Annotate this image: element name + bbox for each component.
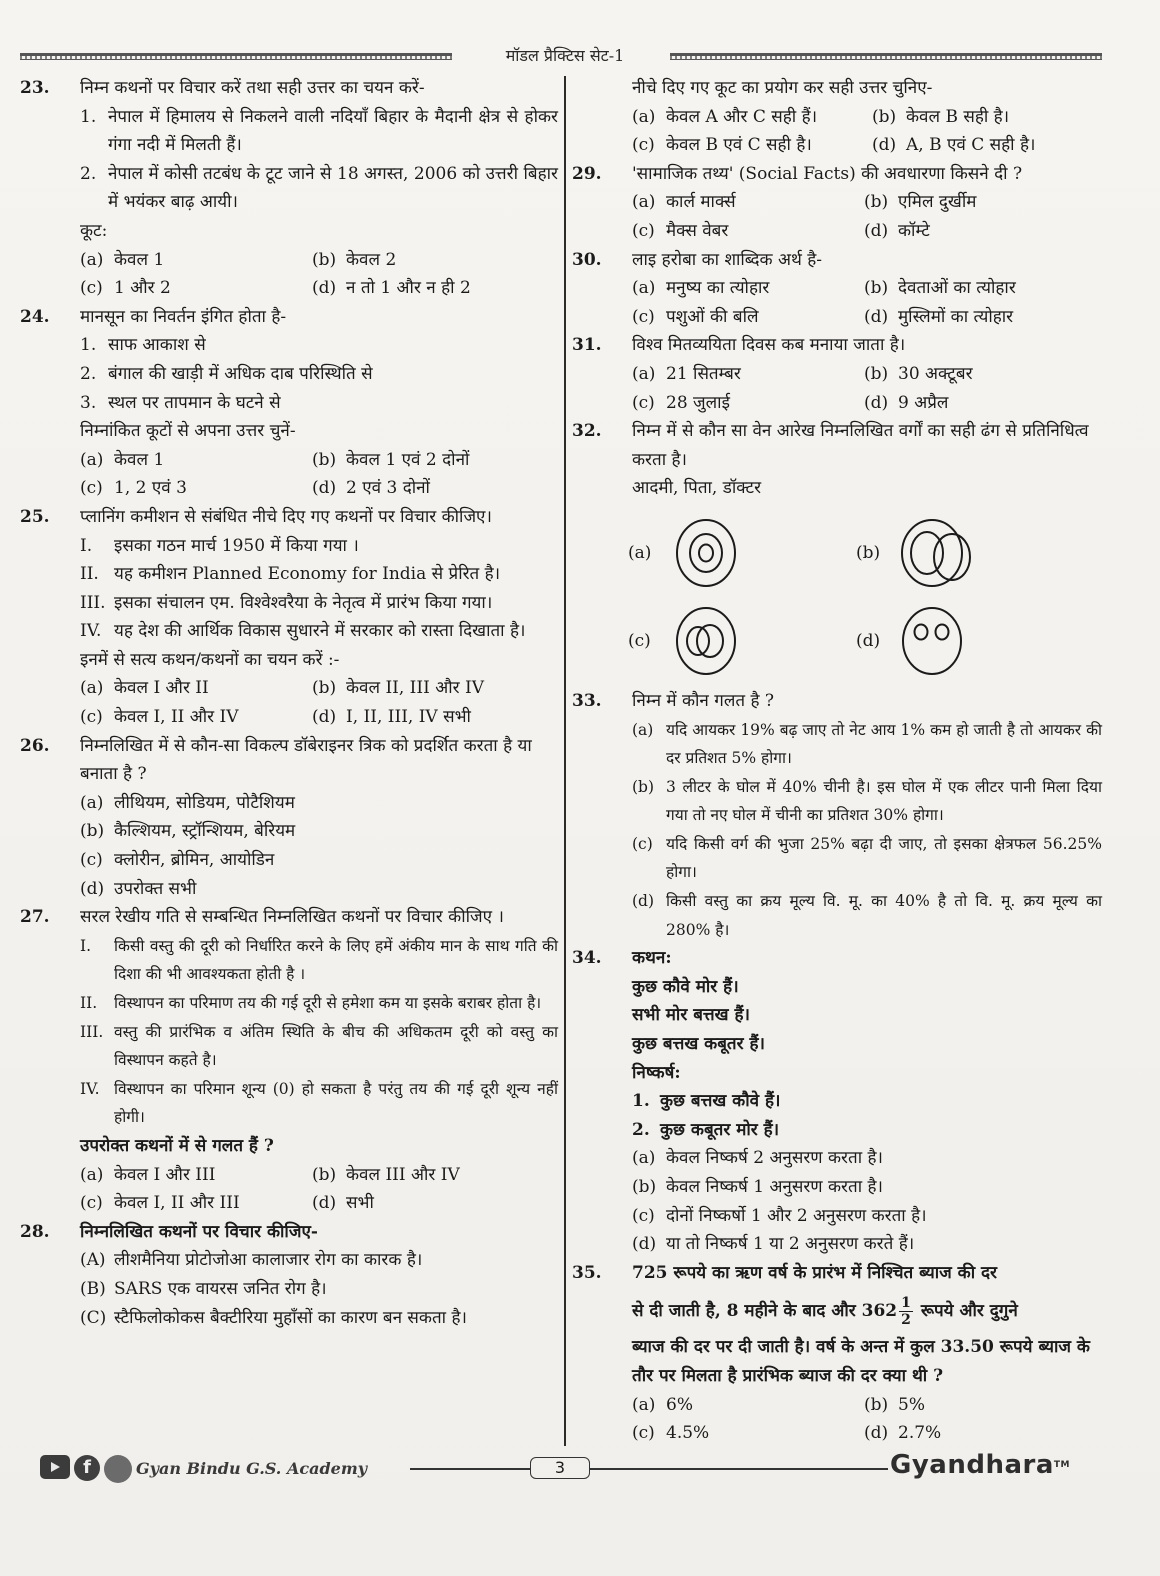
page-header [20, 44, 1102, 70]
question-30 [572, 246, 1102, 332]
venn-classes: आदमी, पिता, डॉक्टर [632, 478, 762, 499]
academy-name: Gyan Bindu G.S. Academy [136, 1459, 368, 1478]
code-label: कूट: [80, 220, 108, 241]
facebook-icon[interactable]: f [74, 1455, 100, 1481]
conclusion: 1. कुछ बत्तख कौवे हैं। [632, 1091, 781, 1112]
question-35 [572, 1259, 1102, 1448]
option-a[interactable]: (a) केवल A और C सही हैं। [632, 106, 818, 127]
venn-overlap-inside-circle-icon [664, 597, 754, 685]
code-label: निम्नांकित कूटों से अपना उत्तर चुनें- [80, 421, 296, 442]
option-c[interactable]: (c) केवल I, II और III [80, 1193, 240, 1214]
question-prompt: विश्व मितव्ययिता दिवस कब मनाया जाता है। [632, 335, 906, 356]
question-number: 30. [572, 249, 602, 270]
question-prompt: निम्न कथनों पर विचार करें तथा सही उत्तर का चयन करें- [80, 78, 425, 98]
option-c[interactable]: (c) यदि किसी वर्ग की भुजा 25% बढ़ा दी जाए, तो इसका क्षेत्रफल 56.25% होगा। [632, 834, 1102, 882]
option-c[interactable]: (c) मैक्स वेबर [632, 220, 729, 241]
header-rule-right [670, 53, 1102, 60]
question-prompt: निम्नलिखित कथनों पर विचार कीजिए- [80, 1221, 318, 1242]
option-d[interactable]: (d) या तो निष्कर्ष 1 या 2 अनुसरण करते हैं। [632, 1234, 915, 1255]
question-number: 27. [20, 907, 50, 928]
youtube-icon[interactable] [40, 1455, 70, 1479]
option-b[interactable]: (b) 5% [864, 1394, 925, 1415]
question-prompt-line3: ब्याज की दर पर दी जाती है। वर्ष के अन्त में कुल 33.50 रूपये ब्याज के तौर पर मिलता है प्रारंभिक ब्याज की दर क्या थी ? [632, 1337, 1090, 1386]
question-prompt: निम्नलिखित में से कौन-सा विकल्प डॉबेराइनर त्रिक को प्रदर्शित करता है या बनाता है ? [80, 735, 532, 785]
option-a[interactable]: (a) केवल निष्कर्ष 2 अनुसरण करता है। [632, 1148, 883, 1169]
option-a[interactable]: (a) कार्ल मार्क्स [632, 192, 736, 213]
question-34 [572, 944, 1102, 1259]
question-number: 34. [572, 948, 602, 969]
question-29 [572, 160, 1102, 246]
option-c[interactable]: (c) केवल I, II और IV [80, 707, 239, 728]
globe-icon[interactable] [104, 1455, 132, 1483]
column-divider [564, 76, 566, 1446]
statement: IV. यह देश की आर्थिक विकास सुधारने में सरकार को रास्ता दिखाता है। [80, 621, 526, 642]
statement: (C) स्टैफिलोकोकस बैक्टीरिया मुहाँसों का कारण बन सकता है। [80, 1307, 467, 1328]
option-a[interactable]: (a) केवल I और III [80, 1164, 216, 1185]
option-b[interactable]: (b) केवल निष्कर्ष 1 अनुसरण करता है। [632, 1177, 883, 1197]
option-b[interactable]: (b) 3 लीटर के घोल में 40% चीनी है। इस घोल में एक लीटर पानी मिला दिया गया तो नए घोल में चीनी का प्रतिशत 30% होगा। [632, 777, 1102, 825]
statement: कुछ कौवे मोर हैं। [632, 976, 739, 997]
question-number: 29. [572, 163, 602, 184]
question-28-continued [572, 74, 1102, 160]
brand-logo: Gyandhara™ [890, 1450, 1070, 1480]
question-prompt: सरल रेखीय गति से सम्बन्धित निम्नलिखित कथनों पर विचार कीजिए । [80, 907, 504, 928]
option-c[interactable]: (c) 4.5% [632, 1423, 710, 1444]
statement: 1. साफ आकाश से [80, 335, 206, 356]
header-rule-left [20, 53, 452, 60]
statement: कुछ बत्तख कबूतर हैं। [632, 1034, 765, 1055]
option-a[interactable]: (a) [628, 509, 856, 597]
option-b[interactable]: (b) केवल III और IV [312, 1164, 460, 1185]
option-d[interactable]: (d) I, II, III, IV सभी [312, 707, 471, 728]
question-32 [572, 417, 1102, 685]
question-31 [572, 331, 1102, 417]
options-grid [20, 674, 558, 731]
options-grid [572, 188, 1102, 245]
statement: II. विस्थापन का परिमाण तय की गई दूरी से हमेशा कम या इसके बराबर होता है। [80, 994, 542, 1012]
option-a[interactable]: (a) केवल I और II [80, 678, 209, 699]
option-a[interactable]: (a) लीथियम, सोडियम, पोटैशियम [80, 792, 295, 813]
question-prompt: निम्न में से कौन सा वेन आरेख निम्नलिखित वर्गों का सही ढंग से प्रतिनिधित्व करता है। [632, 421, 1089, 470]
option-d[interactable]: (d) किसी वस्तु का क्रय मूल्य वि. मू. का 40% है तो वि. मू. क्रय मूल्य का 280% है। [632, 892, 1102, 939]
question-number: 26. [20, 735, 50, 756]
question-25 [20, 503, 558, 732]
question-26 [20, 732, 558, 904]
question-number: 23. [20, 78, 50, 98]
option-a[interactable]: (a) केवल 1 [80, 249, 165, 270]
options-grid [20, 1161, 558, 1218]
statement: 2. नेपाल में कोसी तटबंध के टूट जाने से 18 अगस्त, 2006 को उत्तरी बिहार में भयंकर बाढ़ आयी। [80, 163, 558, 213]
option-d[interactable]: (d) 9 अप्रैल [864, 392, 949, 413]
statement: 1. नेपाल में हिमालय से निकलने वाली नदियाँ बिहार के मैदानी क्षेत्र से होकर गंगा नदी में मिलती हैं। [80, 106, 558, 156]
option-a[interactable]: (a) 6% [632, 1394, 693, 1415]
question-number: 28. [20, 1221, 50, 1242]
statement: सभी मोर बत्तख हैं। [632, 1005, 750, 1026]
footer-rule-left [410, 1468, 530, 1470]
option-a[interactable]: (a) 21 सितम्बर [632, 363, 741, 384]
question-prompt: मानसून का निवर्तन इंगित होता है- [80, 306, 287, 327]
statement: 2. बंगाल की खाड़ी में अधिक दाब परिस्थिति से [80, 363, 373, 384]
code-label: इनमें से सत्य कथन/कथनों का चयन करें :- [80, 649, 340, 670]
question-prompt: नीचे दिए गए कूट का प्रयोग कर सही उत्तर चुनिए- [632, 78, 933, 98]
option-b[interactable]: (b) कैल्शियम, स्ट्रॉन्शियम, बेरियम [80, 821, 296, 842]
fraction: $\frac{1}{2}$ [901, 1295, 911, 1329]
question-number: 31. [572, 335, 602, 356]
statement: II. यह कमीशन Planned Economy for India से प्रेरित है। [80, 564, 501, 585]
option-d[interactable]: (d) 2 एवं 3 दोनों [312, 478, 430, 499]
option-b[interactable]: (b) देवताओं का त्योहार [864, 278, 1016, 299]
option-c[interactable]: (c) दोनों निष्कर्षो 1 और 2 अनुसरण करता है। [632, 1205, 927, 1226]
options-grid [572, 1391, 1102, 1448]
page-title: मॉडल प्रैक्टिस सेट-1 [505, 46, 625, 65]
option-d[interactable]: (d) सभी [312, 1193, 374, 1214]
question-prompt-line1: 725 रूपये का ऋण वर्ष के प्रारंभ में निश्चित ब्याज की दर [632, 1262, 998, 1283]
option-b[interactable]: (b) [856, 509, 1102, 597]
question-number: 24. [20, 306, 50, 327]
question-number: 33. [572, 690, 602, 711]
statement: I. इसका गठन मार्च 1950 में किया गया । [80, 535, 359, 556]
option-d[interactable]: (d) उपरोक्त सभी [80, 878, 197, 899]
question-number: 35. [572, 1262, 602, 1283]
option-b[interactable]: (b) 30 अक्टूबर [864, 363, 973, 384]
conclusion: 2. कुछ कबूतर मोर हैं। [632, 1119, 780, 1140]
venn-options [572, 509, 1102, 685]
option-a[interactable]: (a) यदि आयकर 19% बढ़ जाए तो नेट आय 1% कम हो जाती है तो आयकर की दर प्रतिशत 5% होगा। [632, 720, 1102, 768]
option-a[interactable]: (a) केवल 1 [80, 449, 165, 470]
question-prompt-line2: से दी जाती है, 8 महीने के बाद और 362 $\frac{1}{2}$ रूपये और दुगुने [632, 1295, 1018, 1329]
social-icons [40, 1455, 132, 1483]
statement: III. वस्तु की प्रारंभिक व अंतिम स्थिति के बीच की अधिकतम दूरी को वस्तु का विस्थापन कहते है। [80, 1022, 558, 1070]
statement: III. इसका संचालन एम. विश्वेश्वरैया के नेतृत्व में प्रारंभ किया गया। [80, 592, 493, 613]
option-c[interactable]: (c) क्लोरीन, ब्रोमिन, आयोडिन [80, 850, 275, 871]
option-c[interactable]: (c) केवल B एवं C सही है। [632, 135, 812, 156]
code-label: उपरोक्त कथनों में से गलत हैं ? [80, 1135, 274, 1156]
option-d[interactable]: (d) न तो 1 और न ही 2 [312, 278, 471, 299]
venn-concentric-circles-icon [664, 509, 754, 597]
option-c[interactable]: (c) 28 जुलाई [632, 392, 730, 413]
question-23 [20, 74, 558, 303]
conclusions-label: निष्कर्ष: [632, 1062, 681, 1083]
option-d[interactable]: (d) मुस्लिमों का त्योहार [864, 306, 1014, 327]
question-number: 32. [572, 421, 602, 442]
option-b[interactable]: (b) केवल II, III और IV [312, 678, 484, 699]
option-d[interactable]: (d) A, B एवं C सही है। [872, 135, 1036, 156]
option-b[interactable]: (b) केवल 2 [312, 249, 397, 270]
options-grid [572, 103, 1102, 160]
option-c[interactable]: (c) 1 और 2 [80, 278, 171, 299]
option-c[interactable]: (c) पशुओं की बलि [632, 306, 759, 327]
option-b[interactable]: (b) केवल 1 एवं 2 दोनों [312, 449, 470, 470]
options-grid [572, 360, 1102, 417]
option-c[interactable]: (c) [628, 597, 856, 685]
statement: 3. स्थल पर तापमान के घटने से [80, 392, 281, 413]
statement: I. किसी वस्तु की दूरी को निर्धारित करने के लिए हमें अंकीय मान के साथ गति की दिशा की भी आवश्यकता होती है । [80, 936, 558, 984]
options-grid [20, 246, 558, 303]
venn-overlapping-extending-icon [892, 509, 1002, 597]
question-prompt: 'सामाजिक तथ्य' (Social Facts) की अवधारणा किसने दी ? [632, 163, 1023, 184]
left-column [20, 74, 558, 1332]
statement: IV. विस्थापन का परिमान शून्य (0) हो सकता है परंतु तय की गई दूरी शून्य नहीं होगी। [80, 1079, 558, 1127]
statement: (B) SARS एक वायरस जनित रोग है। [80, 1278, 327, 1299]
option-c[interactable]: (c) 1, 2 एवं 3 [80, 478, 187, 499]
question-33 [572, 687, 1102, 944]
question-28 [20, 1218, 558, 1332]
venn-separate-inside-circle-icon [892, 597, 982, 685]
options-grid [572, 274, 1102, 331]
statement: (A) लीशमैनिया प्रोटोजोआ कालाजार रोग का कारक है। [80, 1250, 423, 1271]
question-prompt: प्लानिंग कमीशन से संबंधित नीचे दिए गए कथनों पर विचार कीजिए। [80, 506, 492, 527]
question-24 [20, 303, 558, 503]
option-d[interactable]: (d) [856, 597, 1102, 685]
question-prompt: निम्न में कौन गलत है ? [632, 690, 775, 711]
options-grid [20, 446, 558, 503]
statements-label: कथन: [632, 948, 672, 969]
footer-rule-right [590, 1468, 888, 1470]
option-d[interactable]: (d) कॉम्टे [864, 220, 930, 241]
question-27 [20, 903, 558, 1218]
option-b[interactable]: (b) एमिल दुर्खीम [864, 192, 977, 213]
page-footer [40, 1450, 1102, 1485]
question-prompt: लाइ हरोबा का शाब्दिक अर्थ है- [632, 249, 822, 270]
option-b[interactable]: (b) केवल B सही है। [872, 106, 1010, 127]
page-number: 3 [530, 1457, 590, 1479]
right-column [572, 74, 1102, 1448]
option-d[interactable]: (d) 2.7% [864, 1423, 942, 1444]
question-number: 25. [20, 506, 50, 527]
option-a[interactable]: (a) मनुष्य का त्योहार [632, 278, 770, 299]
